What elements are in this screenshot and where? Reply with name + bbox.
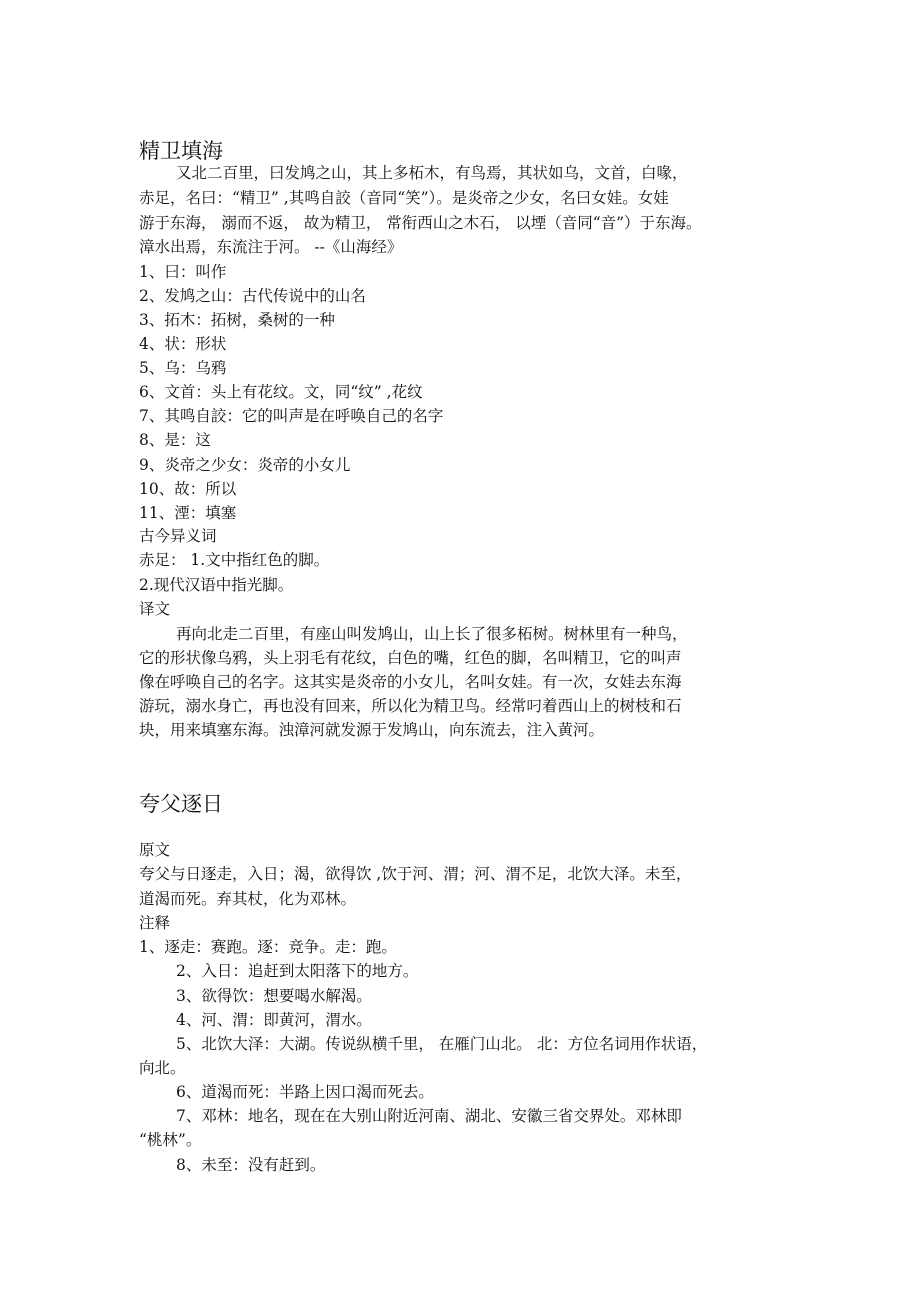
- note-item: 5、乌：乌鸦: [139, 359, 227, 377]
- original-text-line: 游于东海， 溺而不返， 故为精卫， 常衔西山之木石， 以堙（音同“音”）于东海。: [139, 214, 702, 232]
- archaic-item: 赤足： 1.文中指红色的脚。: [139, 551, 330, 569]
- note-item: 6、道渴而死：半路上因口渴而死去。: [176, 1083, 434, 1101]
- note-item: 4、河、渭：即黄河，渭水。: [176, 1011, 372, 1029]
- note-item-continued: “桃林”。: [139, 1131, 202, 1149]
- note-item: 8、未至：没有赶到。: [176, 1156, 326, 1174]
- section1-title: 精卫填海: [139, 139, 223, 164]
- original-text-line: 又北二百里，曰发鸠之山，其上多柘木，有鸟焉，其状如乌，文首，白喙，: [176, 164, 688, 182]
- note-item-continued: 向北。: [139, 1059, 186, 1077]
- original-heading: 原文: [139, 841, 171, 859]
- note-item: 8、是：这: [139, 431, 211, 449]
- note-item: 3、拓木：拓树，桑树的一种: [139, 311, 335, 329]
- note-item: 10、故：所以: [139, 480, 237, 498]
- note-item: 4、状：形状: [139, 335, 227, 353]
- translation-line: 像在呼唤自己的名字。这其实是炎帝的小女儿，名叫女娃。有一次，女娃去东海: [139, 673, 682, 691]
- translation-line: 它的形状像乌鸦，头上羽毛有花纹，白色的嘴，红色的脚，名叫精卫，它的叫声: [139, 649, 682, 667]
- note-item: 1、逐走：赛跑。逐：竞争。走：跑。: [139, 938, 397, 956]
- note-item: 7、其鸣自詨：它的叫声是在呼唤自己的名字: [139, 407, 444, 425]
- original-text-line: 夸父与日逐走，入日；渴，欲得饮 ,饮于河、渭；河、渭不足，北饮大泽。未至，: [139, 865, 692, 883]
- original-text-line: 道渴而死。弃其杖，化为邓林。: [139, 890, 357, 908]
- note-item: 5、北饮大泽：大湖。传说纵横千里， 在雁门山北。 北：方位名词用作状语，: [176, 1035, 708, 1053]
- archaic-heading: 古今异义词: [139, 527, 217, 545]
- archaic-item: 2.现代汉语中指光脚。: [139, 576, 294, 594]
- note-item: 6、文首：头上有花纹。文，同“纹” ,花纹: [139, 383, 423, 401]
- translation-line: 再向北走二百里，有座山叫发鸠山，山上长了很多柘树。树林里有一种鸟，: [176, 625, 688, 643]
- translation-heading: 译文: [139, 600, 171, 618]
- original-text-line: 漳水出焉，东流注于河。 --《山海经》: [139, 238, 403, 256]
- note-item: 3、欲得饮：想要喝水解渴。: [176, 987, 372, 1005]
- note-item: 2、入日：追赶到太阳落下的地方。: [176, 962, 419, 980]
- note-item: 7、邓林：地名，现在在大别山附近河南、湖北、安徽三省交界处。邓林即: [176, 1107, 682, 1125]
- translation-line: 块，用来填塞东海。浊漳河就发源于发鸠山，向东流去，注入黄河。: [139, 721, 605, 739]
- notes-heading: 注释: [139, 914, 171, 932]
- note-item: 11、湮：填塞: [139, 504, 237, 522]
- note-item: 1、曰：叫作: [139, 263, 227, 281]
- note-item: 9、炎帝之少女：炎帝的小女儿: [139, 456, 351, 474]
- note-item: 2、发鸠之山：古代传说中的山名: [139, 287, 366, 305]
- original-text-line: 赤足，名曰：“精卫” ,其鸣自詨（音同“笑”）。是炎帝之少女，名曰女娃。女娃: [139, 189, 669, 207]
- section2-title: 夸父逐日: [139, 792, 223, 817]
- translation-line: 游玩，溺水身亡，再也没有回来，所以化为精卫鸟。经常叼着西山上的树枝和石: [139, 697, 682, 715]
